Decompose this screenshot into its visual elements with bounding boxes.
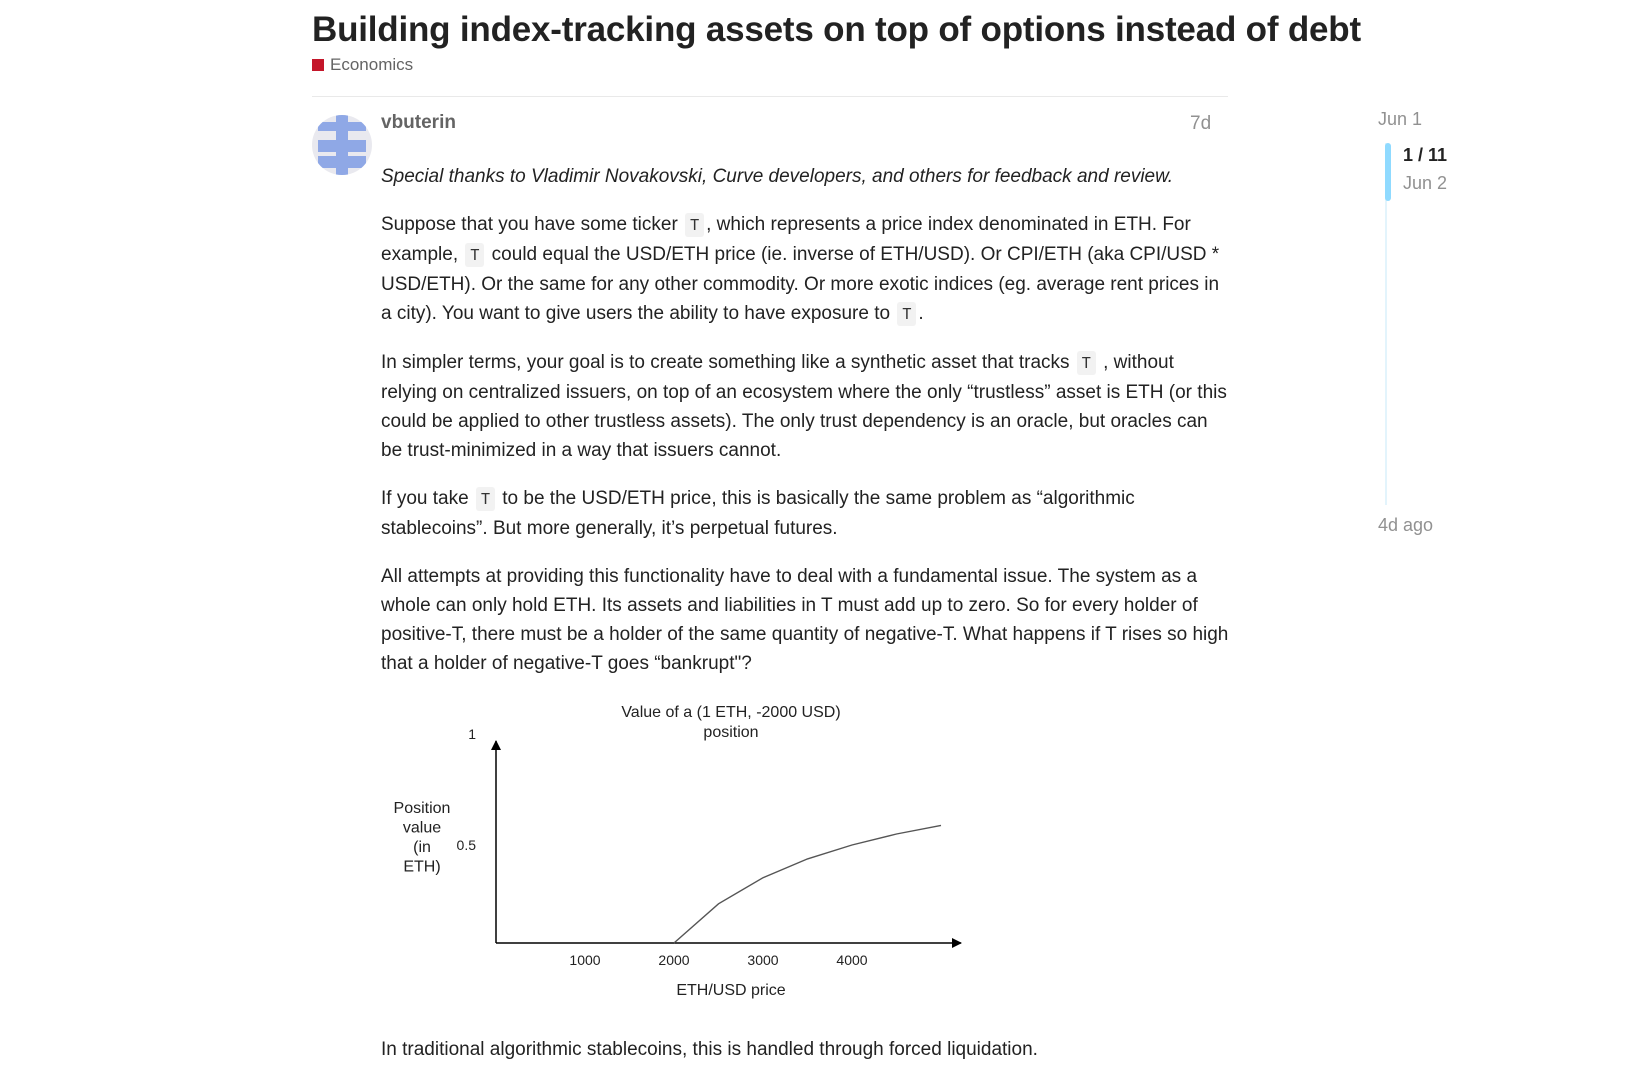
category-color-square bbox=[312, 59, 324, 71]
chart-y-axis-label bbox=[394, 800, 451, 876]
inline-code-ticker: T bbox=[465, 243, 484, 267]
paragraph-text: , without relying on centralized issuers, on top of an ecosystem where the only “trustless” asset is ETH (or this could be applied to other trustless assets). The only trust dependency is an oracle, but oracles can be trust-minimized in a way that issuers cannot. bbox=[381, 352, 1227, 461]
post-username[interactable]: vbuterin bbox=[381, 112, 456, 133]
user-avatar[interactable] bbox=[312, 115, 372, 175]
x-tick-label: 3000 bbox=[747, 952, 779, 968]
timeline-end-date[interactable]: 4d ago bbox=[1378, 515, 1434, 535]
chart-x-axis-label: ETH/USD price bbox=[676, 982, 786, 999]
avatar-cross-icon bbox=[312, 115, 372, 175]
paragraph-text: to be the USD/ETH price, this is basically the same problem as “algorithmic stablecoins”. But more generally, it’s perpetual futures. bbox=[381, 488, 1135, 539]
paragraph-text: could equal the USD/ETH price (ie. inverse of ETH/USD). Or CPI/ETH (aka CPI/USD * USD/ETH). Or the same for any other commodity. Or more exotic indices (eg. average rent prices in a city). You want to give users the ability to have exposure to bbox=[381, 244, 1220, 324]
x-tick-label: 2000 bbox=[658, 952, 690, 968]
post-thanks: Special thanks to Vladimir Novakovski, Curve developers, and others for feedback and review. bbox=[381, 166, 1174, 187]
timeline-scroll-handle[interactable] bbox=[1385, 143, 1391, 201]
category-name: Economics bbox=[330, 55, 414, 74]
inline-code-ticker: T bbox=[1077, 351, 1096, 375]
y-tick-label: 0.5 bbox=[456, 837, 476, 853]
timeline-position-date: Jun 2 bbox=[1403, 173, 1448, 193]
category-badge[interactable] bbox=[312, 55, 413, 75]
paragraph-text: In simpler terms, your goal is to create something like a synthetic asset that tracks bbox=[381, 352, 1075, 373]
chart-x-ticks bbox=[569, 952, 867, 968]
chart-y-label-line: (in bbox=[413, 839, 431, 856]
post-paragraph bbox=[381, 348, 1229, 465]
paragraph-text: If you take bbox=[381, 488, 474, 509]
chart-y-label-line: Position bbox=[393, 800, 451, 817]
chart-series-line bbox=[674, 825, 941, 943]
header-divider bbox=[312, 96, 1228, 97]
topic-title[interactable]: Building index-tracking assets on top of options instead of debt bbox=[312, 10, 1361, 49]
chart-title bbox=[621, 704, 840, 741]
inline-code-ticker: T bbox=[897, 302, 916, 326]
post-paragraph bbox=[381, 562, 1229, 678]
post-paragraph-after-chart: In traditional algorithmic stablecoins, this is handled through forced liquidation. bbox=[381, 1039, 1038, 1060]
paragraph-text: Suppose that you have some ticker bbox=[381, 214, 684, 235]
y-tick-label: 1 bbox=[468, 726, 476, 742]
topic-timeline bbox=[1378, 105, 1578, 545]
post-paragraphs bbox=[381, 210, 1229, 678]
timeline-start-date[interactable]: Jun 1 bbox=[1378, 109, 1423, 129]
timeline-position: 1 / 11 bbox=[1403, 145, 1448, 165]
chart-y-label-line: ETH) bbox=[403, 858, 441, 876]
chart-y-ticks bbox=[457, 726, 477, 853]
chart-title-line: position bbox=[703, 724, 759, 741]
paragraph-text: . bbox=[918, 303, 924, 324]
paragraph-text: All attempts at providing this functionality have to deal with a fundamental issue. The system as a whole can only hold ETH. Its assets and liabilities in T must add up to zero. So for every holder of positive-T, there must be a holder of the same quantity of negative-T. What happens if T rises so high that a holder of negative-T goes “bankrupt"? bbox=[381, 566, 1229, 674]
paragraph-text: , which represents a price index denominated in ETH. For example, bbox=[381, 214, 1191, 265]
x-tick-label: 1000 bbox=[569, 952, 601, 968]
post-paragraph bbox=[381, 210, 1229, 329]
post-date[interactable]: 7d bbox=[1190, 113, 1212, 134]
inline-code-ticker: T bbox=[685, 213, 704, 237]
chart-y-label-line: value bbox=[402, 819, 442, 837]
post-paragraph bbox=[381, 484, 1229, 543]
inline-code-ticker: T bbox=[476, 487, 495, 511]
x-tick-label: 4000 bbox=[836, 952, 868, 968]
chart-title-line: Value of a (1 ETH, -2000 USD) bbox=[621, 704, 841, 721]
position-value-chart bbox=[381, 697, 1001, 1017]
post-body bbox=[381, 162, 1229, 1083]
chart-figure bbox=[381, 697, 1001, 1017]
